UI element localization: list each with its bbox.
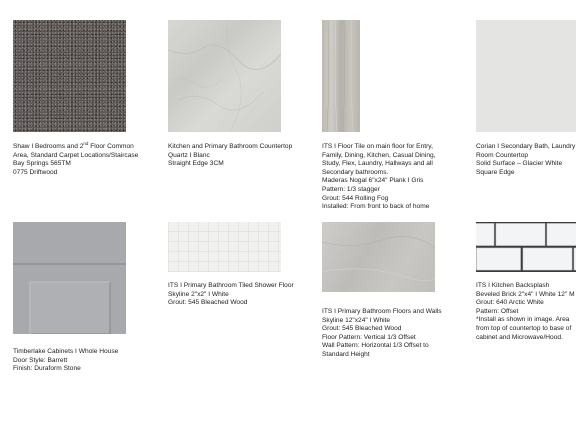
carpet-caption [13, 140, 163, 177]
caption-line: Grout: 545 Bleached Wood [322, 325, 402, 333]
backsplash-caption [476, 282, 576, 342]
cabinet-door-panel [13, 222, 126, 334]
caption-line: Quartz I Blanc [168, 151, 210, 159]
wood-grain [322, 20, 360, 132]
caption-line: Family, Dining, Kitchen, Casual Dining, [322, 151, 436, 159]
tile-texture [322, 222, 435, 292]
caption-line: Solid Surface – Glacier White [476, 160, 563, 168]
caption-line: from top of countertop to base of [476, 324, 572, 332]
quartz-swatch [168, 20, 281, 132]
caption-line: Wall Pattern: Horizontal 1/3 Offset to [322, 342, 429, 350]
caption-line: Study, Flex, Laundry, Hallways and all [322, 160, 433, 168]
corian-swatch [476, 20, 576, 132]
caption-line: Door Style: Barrett [13, 356, 68, 364]
caption-line: *Install as shown in image. Area [476, 316, 570, 324]
caption-line: Corian I Secondary Bath, Laundry [476, 143, 576, 150]
floor-plank-swatch [322, 20, 360, 132]
caption-line: ITS I Floor Tile on main floor for Entry, [322, 143, 433, 150]
corian-caption [476, 143, 576, 177]
caption-line: Kitchen and Primary Bathroom Countertop [168, 143, 293, 150]
caption-line: Timberlake Cabinets I Whole House [13, 348, 119, 355]
quartz-caption [168, 143, 318, 169]
caption-line: Standard Height [322, 350, 370, 358]
subway-tile-pattern [476, 222, 576, 272]
caption-line: ITS I Primary Bathroom Tiled Shower Floor [168, 282, 294, 289]
large-tile-swatch [322, 222, 435, 292]
caption-line: Grout: 544 Rolling Fog [322, 194, 389, 202]
caption-line: cabinet and Microwave/Hood. [476, 333, 563, 341]
bath-floors-caption [322, 308, 472, 360]
cabinet-caption [13, 348, 163, 374]
caption-line: Secondary bathrooms. [322, 168, 389, 176]
floor-tile-caption [322, 143, 472, 212]
caption-line: 0775 Driftwood [13, 168, 58, 176]
caption-line: Grout: 640 Arctic White [476, 299, 544, 307]
caption-line: Bay Springs 565TM [13, 160, 71, 168]
caption-line: Beveled Brick 2"x4" I White 12" M [476, 290, 575, 298]
caption-line: Room Countertop [476, 151, 529, 159]
caption-line: Area, Standard Carpet Locations/Staircase [13, 151, 139, 159]
backsplash-swatch [476, 222, 576, 272]
caption-line: Installed: From front to back of home [322, 203, 430, 211]
caption-line: Pattern: Offset [476, 307, 519, 315]
caption-line: ITS I Primary Bathroom Floors and Walls [322, 308, 442, 315]
caption-line: Finish: Duraform Stone [13, 365, 81, 373]
caption-line: ITS I Kitchen Backsplash [476, 282, 550, 289]
caption-line: Skyline 12"x24" I White [322, 316, 391, 324]
cabinet-door-swatch [13, 222, 126, 334]
caption-line: Floor Pattern: Vertical 1/3 Offset [322, 333, 416, 341]
mosaic-tile-swatch [168, 222, 281, 272]
caption-line: Straight Edge 3CM [168, 160, 224, 168]
caption-line: Square Edge [476, 168, 515, 176]
caption-line: Maderas Nogal 6"x24" Plank I Gris [322, 177, 424, 185]
quartz-veining [168, 20, 281, 132]
carpet-swatch [13, 20, 126, 132]
shower-floor-caption [168, 282, 318, 308]
caption-line: Skyline 2"x2" I White [168, 290, 229, 298]
caption-line: Pattern: 1/3 stagger [322, 185, 380, 193]
caption-line: Grout: 545 Bleached Wood [168, 299, 248, 307]
caption-line: Shaw I Bedrooms and 2nd Floor Common [13, 140, 134, 150]
